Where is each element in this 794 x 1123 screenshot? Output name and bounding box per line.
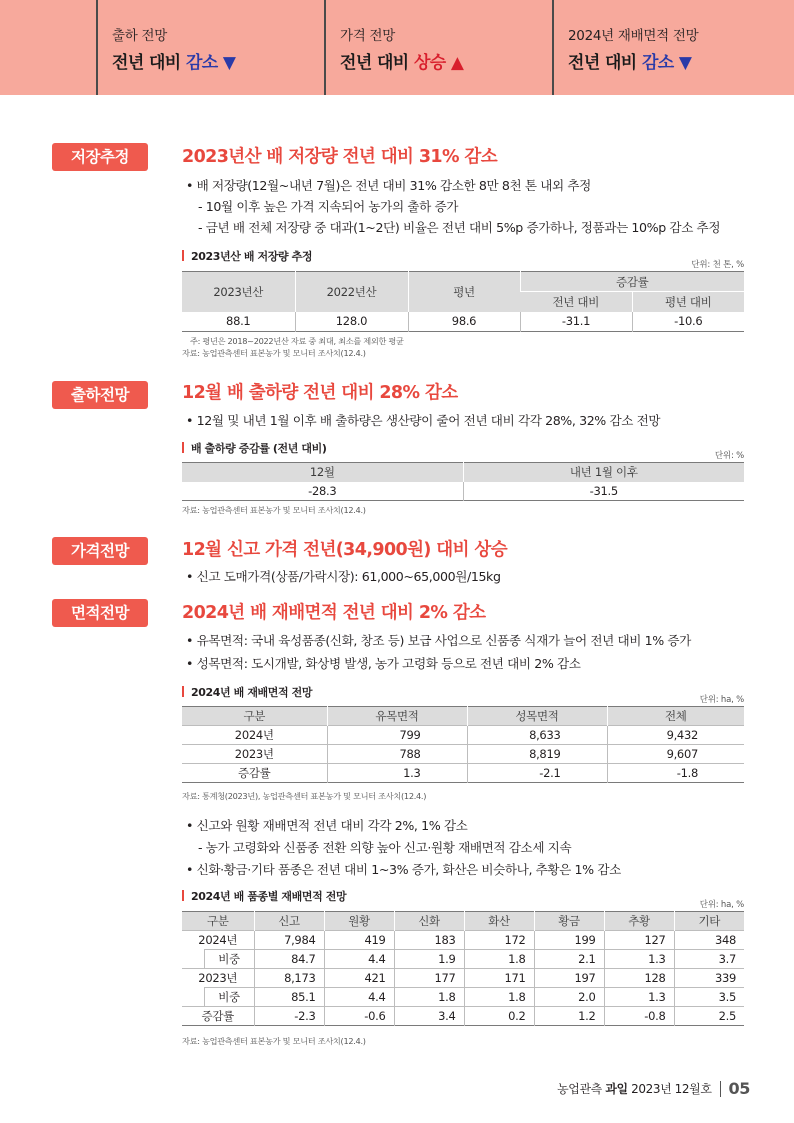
banner-shipment [96,0,324,95]
banner-sub: 2024년 재배면적 전망 [568,28,699,44]
section-tag-storage: 저장추정 [52,143,148,171]
banner-main: 전년 대비 감소 ▼ [112,53,236,73]
table-row: 증감률 -2.3 -0.6 3.4 0.2 1.2 -0.8 2.5 [182,1007,744,1026]
table-row: 88.1 128.0 98.6 -31.1 -10.6 [182,312,744,332]
dash-line: - 금년 배 전체 저장량 중 대과(1~2단) 비율은 전년 대비 5%p 증가하나, 정품과는 10%p 감소 추정 [198,220,721,235]
section-tag-price: 가격전망 [52,537,148,565]
section-title-storage: 2023년산 배 저장량 전년 대비 31% 감소 [182,147,498,167]
table-row: 증감률 1.3 -2.1 -1.8 [182,764,744,783]
bullet-line: • 12월 및 내년 1월 이후 배 출하량은 생산량이 줄어 전년 대비 각각 28%, 32% 감소 전망 [186,413,661,428]
table-row: 2024년 7,984 419 183 172 199 127 348 [182,931,744,950]
table-title: 2024년 배 재배면적 전망 [182,684,312,700]
table-source: 자료: 농업관측센터 표본농가 및 모니터 조사치(12.4.) [182,505,366,515]
bullet-line: • 성목면적: 도시개발, 화상병 발생, 농가 고령화 등으로 전년 대비 2% 감소 [186,656,581,671]
table-row: 비중 84.7 4.4 1.9 1.8 2.1 1.3 3.7 [182,950,744,969]
banner-sub: 가격 전망 [340,28,395,44]
table-title: 2024년 배 품종별 재배면적 전망 [182,888,346,904]
page-footer [557,1080,750,1097]
banner-price [324,0,552,95]
table-unit: 단위: 천 톤, % [691,260,744,270]
down-arrow-icon: ▼ [222,53,236,73]
table-title: 배 출하량 증감률 (전년 대비) [182,440,326,456]
table-source: 자료: 농업관측센터 표본농가 및 모니터 조사치(12.4.) [182,1036,366,1046]
banner-sub: 출하 전망 [112,28,167,44]
shipment-table: 12월 내년 1월 이후 -28.3 -31.5 [182,462,744,501]
area-table: 구분 유목면적 성목면적 전체 2024년 799 8,633 9,432 2023년 788 8,819 9,607 증감률 1.3 -2.1 -1.8 [182,706,744,783]
table-row: -28.3 -31.5 [182,482,744,501]
bullet-line: • 배 저장량(12월~내년 7월)은 전년 대비 31% 감소한 8만 8천 톤 내외 추정 [186,178,591,193]
banner-main: 전년 대비 상승 ▲ [340,53,464,73]
up-arrow-icon: ▲ [450,53,464,73]
dash-line: - 10월 이후 높은 가격 지속되어 농가의 출하 증가 [198,199,458,214]
down-arrow-icon: ▼ [678,53,692,73]
table-row: 2023년 8,173 421 177 171 197 128 339 [182,969,744,988]
top-banner [0,0,794,95]
table-title: 2023년산 배 저장량 추정 [182,248,312,264]
section-title-price: 12월 신고 가격 전년(34,900원) 대비 상승 [182,540,508,560]
dash-line: - 농가 고령화와 신품종 전환 의향 높아 신고·원황 재배면적 감소세 지속 [198,840,572,855]
table-row: 2023년 788 8,819 9,607 [182,745,744,764]
table-source: 자료: 통계청(2023년), 농업관측센터 표본농가 및 모니터 조사치(12.4.) [182,791,427,801]
table-row: 2024년 799 8,633 9,432 [182,726,744,745]
table-unit: 단위: % [714,451,744,461]
section-title-shipment: 12월 배 출하량 전년 대비 28% 감소 [182,383,458,403]
banner-main: 전년 대비 감소 ▼ [568,53,692,73]
bullet-line: • 신화·황금·기타 품종은 전년 대비 1~3% 증가, 화산은 비슷하나, 추황은 1% 감소 [186,862,621,877]
bullet-line: • 신고 도매가격(상품/가락시장): 61,000~65,000원/15kg [186,569,501,584]
page-number: 05 [720,1081,750,1097]
banner-area [552,0,794,95]
table-unit: 단위: ha, % [699,900,744,910]
table-unit: 단위: ha, % [699,695,744,705]
variety-area-table: 구분 신고 원황 신화 화산 황금 추황 기타 2024년 7,984 419 183 172 199 127 348 비중 84.7 4.4 1.9 1.8 2.1 1.3 3.7 2023년 8,173 421 177 171 197 128 339 비중 85.1 4.4 1.8 1.8 2.0 1.3 3.5 증감률 -2.3 -0.6 3.4 0.2 1.2 -0.8 2.5 [182,911,744,1026]
bullet-line: • 신고와 원황 재배면적 전년 대비 각각 2%, 1% 감소 [186,818,468,833]
section-title-area: 2024년 배 재배면적 전년 대비 2% 감소 [182,603,486,623]
section-tag-shipment: 출하전망 [52,381,148,409]
bullet-line: • 유목면적: 국내 육성품종(신화, 창조 등) 보급 사업으로 신품종 식재가 늘어 전년 대비 1% 증가 [186,633,691,648]
publication-name: 농업관측 과일 2023년 12월호 [557,1082,712,1096]
storage-table: 2023년산 2022년산 평년 증감률 전년 대비 평년 대비 88.1 128.0 98.6 -31.1 -10.6 [182,271,744,332]
section-tag-area: 면적전망 [52,599,148,627]
table-source: 자료: 농업관측센터 표본농가 및 모니터 조사치(12.4.) [182,348,366,358]
table-row: 비중 85.1 4.4 1.8 1.8 2.0 1.3 3.5 [182,988,744,1007]
table-note: 주: 평년은 2018~2022년산 자료 중 최대, 최소를 제외한 평균 [190,336,404,346]
